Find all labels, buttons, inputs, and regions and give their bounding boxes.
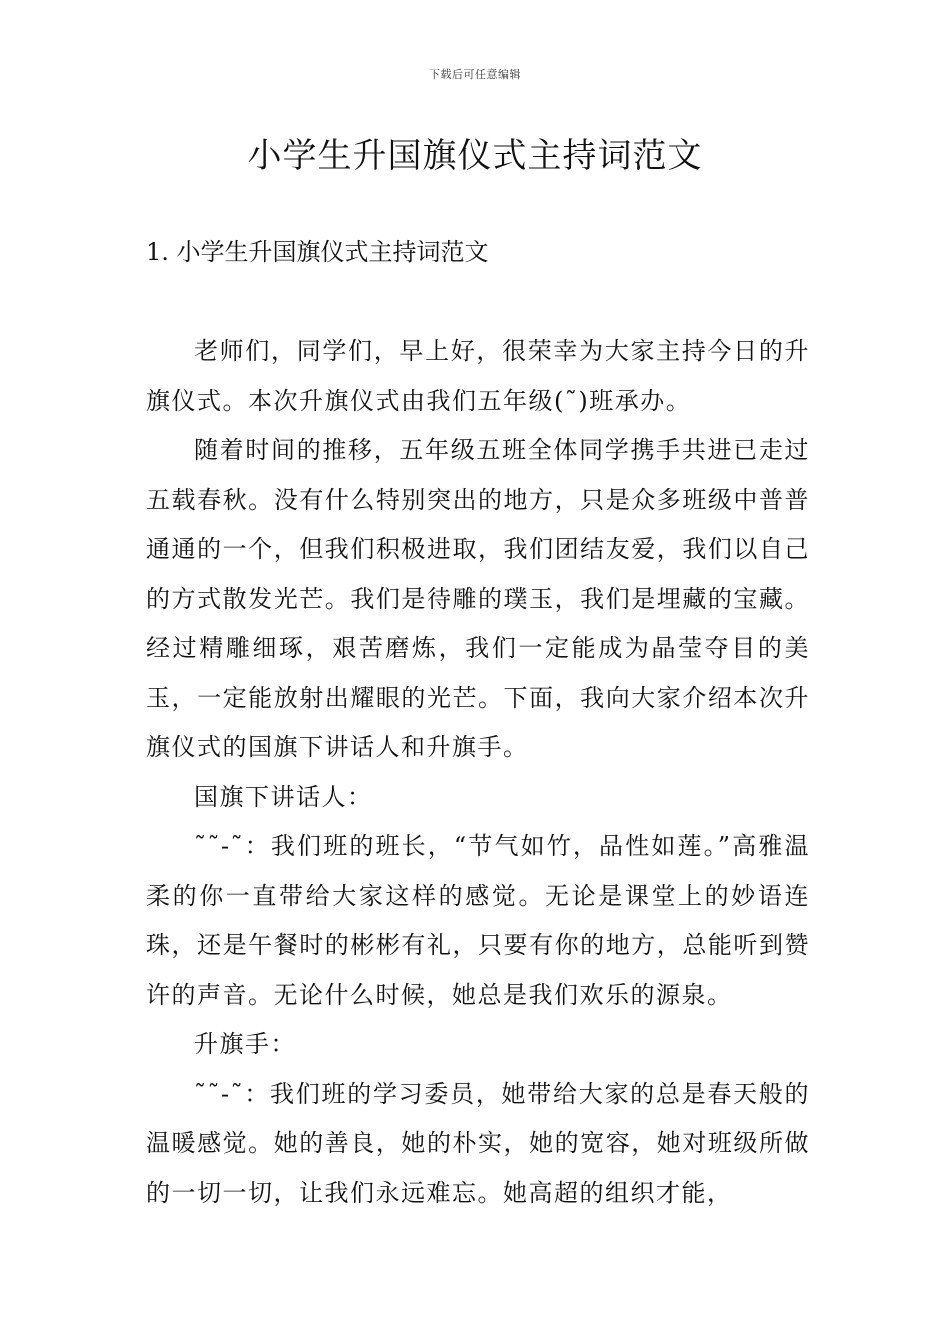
paragraph-flag-raiser-label: 升旗手： xyxy=(194,1030,296,1058)
paragraph-speaker-label: 国旗下讲话人： xyxy=(194,782,373,811)
document-body xyxy=(146,327,810,1218)
document-title: 小学生升国旗仪式主持词范文 xyxy=(247,136,703,176)
section-heading: 1. 小学生升国旗仪式主持词范文 xyxy=(146,238,489,266)
paragraph-flag-raiser-intro: ˜˜-˜：我们班的学习委员，她带给大家的总是春天般的温暖感觉。她的善良，她的朴实，她的宽容，她对班级所做的一切一切，让我们永远难忘。她高超的组织才能， xyxy=(146,1079,810,1207)
paragraph-speaker-intro: ˜˜-˜：我们班的班长，“节气如竹，品性如莲。”高雅温柔的你一直带给大家这样的感觉。无论是课堂上的妙语连珠，还是午餐时的彬彬有礼，只要有你的地方，总能听到赞许的声音。无论什么时候，她总是我们欢乐的源泉。 xyxy=(146,832,810,1009)
header-note: 下载后可任意编辑 xyxy=(429,68,521,81)
paragraph-class-intro: 随着时间的推移，五年级五班全体同学携手共进已走过五载春秋。没有什么特别突出的地方，只是众多班级中普普通通的一个，但我们积极进取，我们团结友爱，我们以自己的方式散发光芒。我们是待雕的璞玉，我们是埋藏的宝藏。经过精雕细琢，艰苦磨炼，我们一定能成为晶莹夺目的美玉，一定能放射出耀眼的光芒。下面，我向大家介绍本次升旗仪式的国旗下讲话人和升旗手。 xyxy=(146,436,810,761)
paragraph-opening: 老师们，同学们，早上好，很荣幸为大家主持今日的升旗仪式。本次升旗仪式由我们五年级(˜)班承办。 xyxy=(146,337,810,415)
